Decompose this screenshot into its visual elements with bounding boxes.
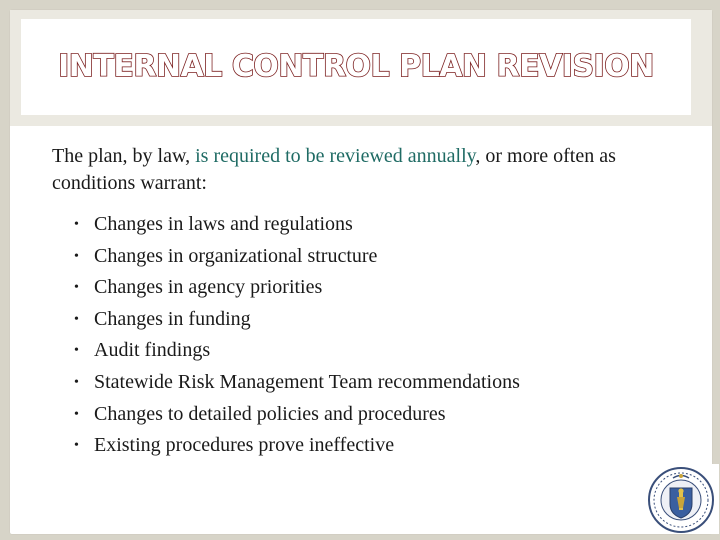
bullet-item (74, 335, 674, 367)
bullet-text: Changes in laws and regulations (94, 213, 353, 235)
intro-text (52, 143, 672, 197)
bullet-text: Changes in organizational structure (94, 244, 378, 267)
bullet-text: Existing procedures prove ineffective (94, 434, 395, 457)
bullet-item (74, 430, 674, 462)
bullet-text: Audit findings (94, 339, 211, 362)
bullet-text: Changes in agency priorities (94, 276, 323, 299)
bullet-item (74, 272, 674, 304)
bullet-item (74, 241, 674, 273)
intro-highlight: is required to be reviewed annually (195, 145, 476, 167)
bullet-text: Changes in funding (94, 307, 251, 330)
bullet-text: Changes to detailed policies and procedures (94, 402, 446, 425)
bullet-item (74, 209, 674, 241)
bullet-dot-icon: • (74, 374, 79, 390)
intro-after: , or more often as conditions warrant: (52, 145, 616, 194)
bullet-dot-icon: • (74, 343, 79, 359)
bullet-dot-icon: • (74, 248, 79, 264)
bullet-text: Statewide Risk Management Team recommendations (94, 370, 520, 393)
slide-title: INTERNAL CONTROL PLAN REVISION (58, 49, 654, 84)
title-box (21, 19, 691, 115)
bullet-item (74, 367, 674, 399)
bullet-dot-icon: • (74, 280, 79, 296)
bullet-list (74, 209, 674, 462)
bullet-item (74, 304, 674, 336)
bullet-dot-icon: • (74, 217, 79, 232)
state-seal-icon (643, 464, 719, 534)
bullet-dot-icon: • (74, 311, 79, 327)
bullet-item (74, 399, 674, 431)
bullet-dot-icon: • (74, 406, 79, 422)
intro-before: The plan, by law, (52, 145, 196, 167)
bullet-dot-icon: • (74, 438, 79, 454)
